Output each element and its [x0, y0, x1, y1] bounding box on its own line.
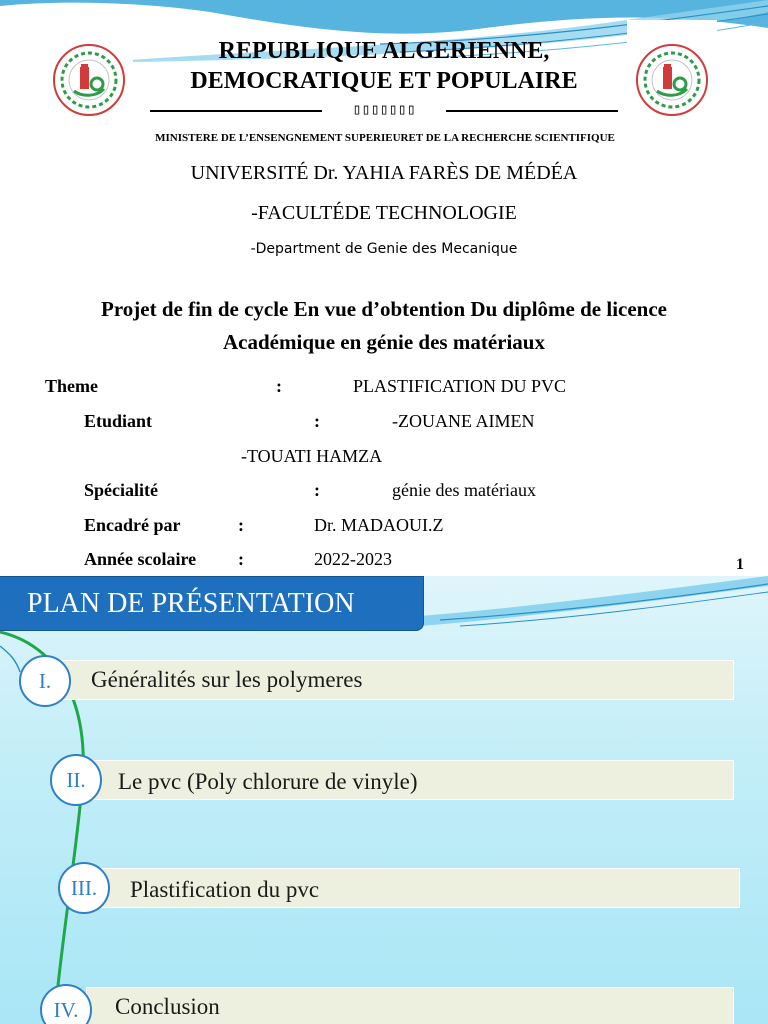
speciality-colon: :: [314, 480, 320, 500]
project-line-2: Académique en génie des matériaux: [223, 330, 545, 354]
logo-backdrop: [627, 128, 717, 148]
divider-right: [446, 110, 618, 112]
faculty-name: -FACULTÉDE TECHNOLOGIE: [251, 202, 517, 224]
plan-title: PLAN DE PRÉSENTATION: [27, 588, 355, 619]
republic-title: [134, 36, 634, 96]
page-number: 1: [736, 556, 744, 573]
plan-numeral-3: III.: [58, 862, 110, 914]
plan-header: [0, 576, 424, 631]
ministry-line: MINISTERE DE L’ENSENGNEMENT SUPERIEURET DE LA RECHERCHE SCIENTIFIQUE: [155, 132, 615, 144]
plan-item-text-2: Le pvc (Poly chlorure de vinyle): [118, 769, 418, 794]
student-1: -ZOUANE AIMEN: [392, 411, 535, 431]
plan-item-text-1: Généralités sur les polymeres: [91, 667, 363, 692]
divider-left: [150, 110, 322, 112]
student-label: Etudiant: [84, 411, 153, 431]
plan-numeral-1: I.: [19, 655, 71, 707]
plan-item-text-3: Plastification du pvc: [130, 877, 320, 902]
university-logo-right: [627, 20, 717, 127]
year-label: Année scolaire: [84, 549, 197, 569]
student-2: -TOUATI HAMZA: [241, 446, 383, 466]
plan-slide: [0, 576, 768, 1024]
year-colon: :: [238, 549, 244, 569]
university-logo-left: [44, 23, 133, 128]
republic-line-2: DEMOCRATIQUE ET POPULAIRE: [190, 68, 578, 94]
supervisor-colon: :: [238, 515, 244, 535]
supervisor-value: Dr. MADAOUI.Z: [314, 515, 444, 535]
republic-line-1: REPUBLIQUE ALGERIENNE,: [218, 38, 550, 64]
supervisor-label: Encadré par: [84, 515, 181, 535]
speciality-label: Spécialité: [84, 480, 158, 500]
arabic-text-placeholder: ▯▯▯▯▯▯▯: [352, 100, 416, 118]
year-value: 2022-2023: [314, 549, 392, 569]
speciality-value: génie des matériaux: [392, 480, 536, 500]
department-name: -Department de Genie des Mecanique: [250, 241, 518, 257]
plan-numeral-2: II.: [50, 754, 102, 806]
theme-label: Theme: [45, 376, 98, 396]
plan-background-decoration: [0, 576, 768, 1024]
university-name: UNIVERSITÉ Dr. YAHIA FARÈS DE MÉDÉA: [190, 162, 578, 184]
plan-item-text-4: Conclusion: [115, 994, 220, 1019]
project-line-1: Projet de fin de cycle En vue d’obtention Du diplôme de licence: [101, 297, 667, 321]
student-colon: :: [314, 411, 320, 431]
theme-colon: :: [276, 376, 282, 396]
theme-value: PLASTIFICATION DU PVC: [353, 376, 567, 396]
project-description: [30, 293, 738, 359]
plan-numeral-4: IV.: [40, 984, 92, 1024]
